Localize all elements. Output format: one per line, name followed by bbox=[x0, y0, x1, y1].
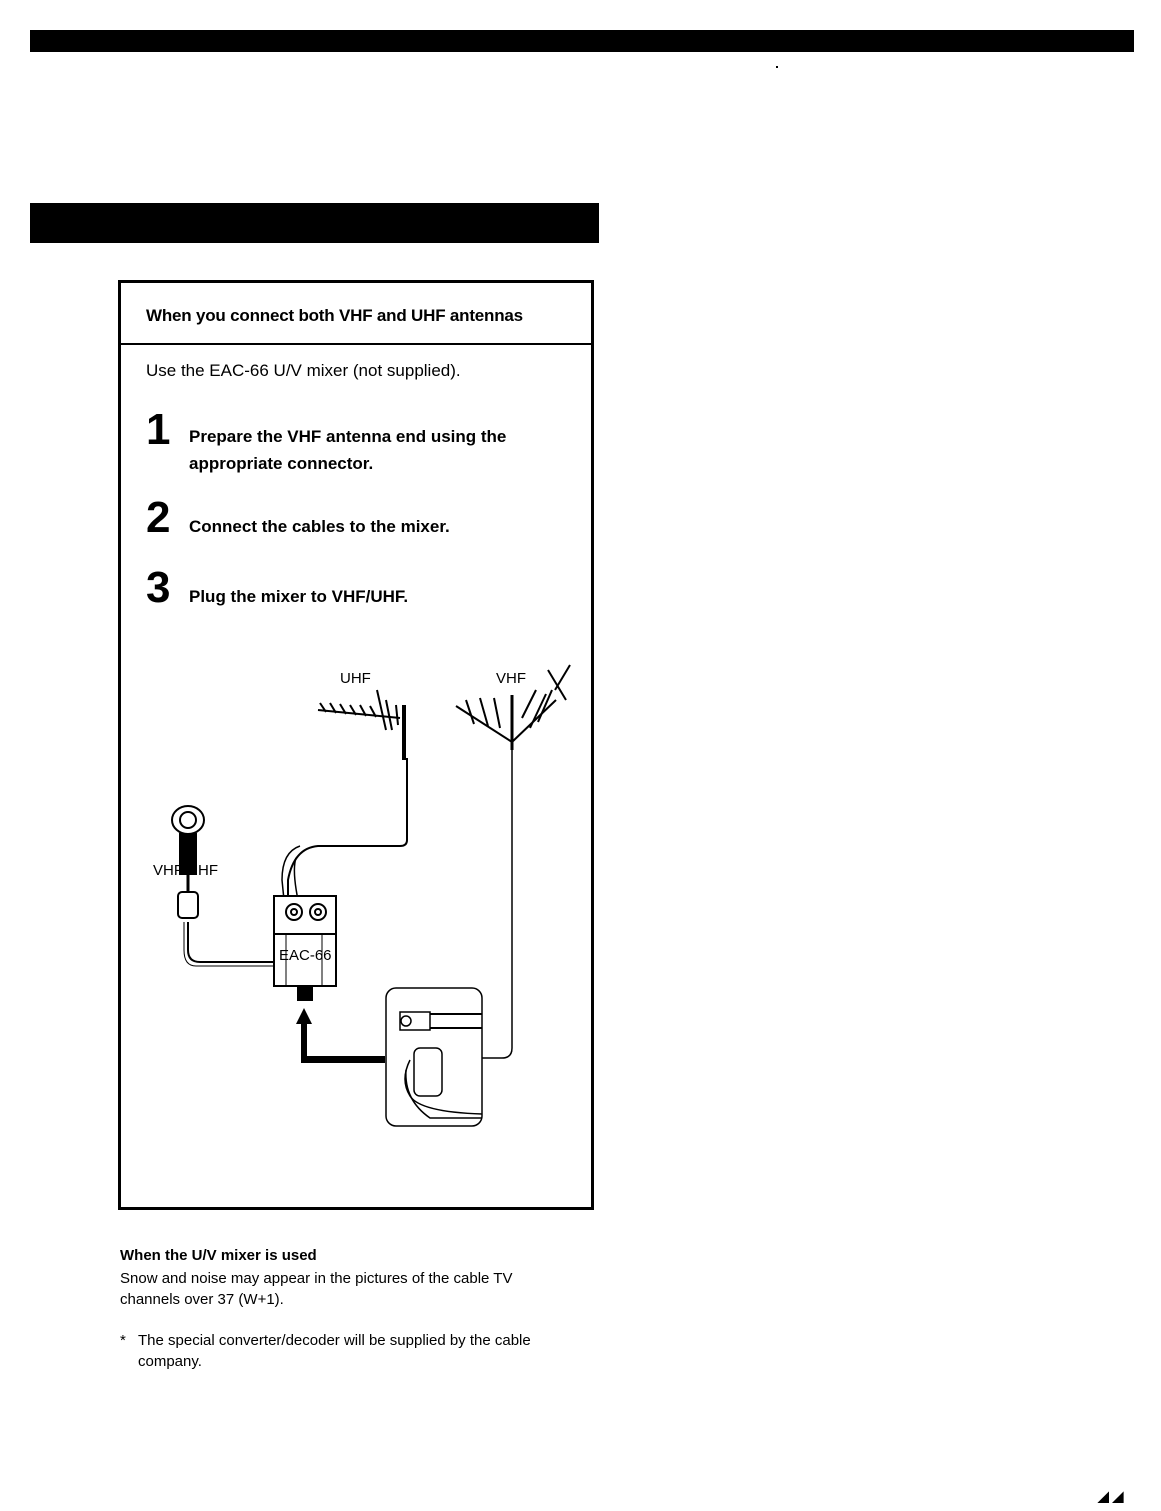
note-title: When the U/V mixer is used bbox=[120, 1247, 317, 1264]
box-title: When you connect both VHF and UHF antennas bbox=[146, 306, 523, 325]
scan-speck bbox=[776, 66, 778, 68]
note-body: Snow and noise may appear in the pictures of the cable TV channels over 37 (W+1). bbox=[120, 1270, 513, 1308]
uhf-cable bbox=[288, 758, 407, 900]
footnote-mark: * bbox=[120, 1332, 126, 1349]
page-corner-mark: ◢ ◢ bbox=[1098, 1488, 1124, 1504]
uhf-label: UHF bbox=[340, 670, 371, 687]
mixer-to-tv-cable bbox=[188, 922, 274, 962]
step-1-number: 1 bbox=[146, 405, 171, 454]
step-3-number: 3 bbox=[146, 563, 171, 612]
intro-text: Use the EAC-66 U/V mixer (not supplied). bbox=[146, 361, 461, 380]
tv-terminal-label: VHF/UHF bbox=[153, 862, 218, 879]
step-2-text: Connect the cables to the mixer. bbox=[189, 517, 450, 536]
step-2-number: 2 bbox=[146, 493, 171, 542]
section-header-bar bbox=[30, 203, 599, 243]
mixer-label: EAC-66 bbox=[279, 947, 332, 964]
top-header-bar bbox=[30, 30, 1134, 52]
arrow-up-icon bbox=[296, 1008, 385, 1063]
step-1-text: Prepare the VHF antenna end using the appropriate connector. bbox=[189, 427, 507, 473]
connector-inset bbox=[386, 988, 482, 1126]
antenna-connection-diagram bbox=[121, 283, 591, 1207]
step-3-text: Plug the mixer to VHF/UHF. bbox=[189, 587, 409, 606]
uhf-antenna-icon bbox=[318, 690, 404, 760]
vhf-cable bbox=[482, 750, 512, 1058]
vhf-label: VHF bbox=[496, 670, 526, 687]
instruction-box bbox=[118, 280, 594, 1210]
footnote-text: The special converter/decoder will be supplied by the cable company. bbox=[138, 1332, 531, 1370]
